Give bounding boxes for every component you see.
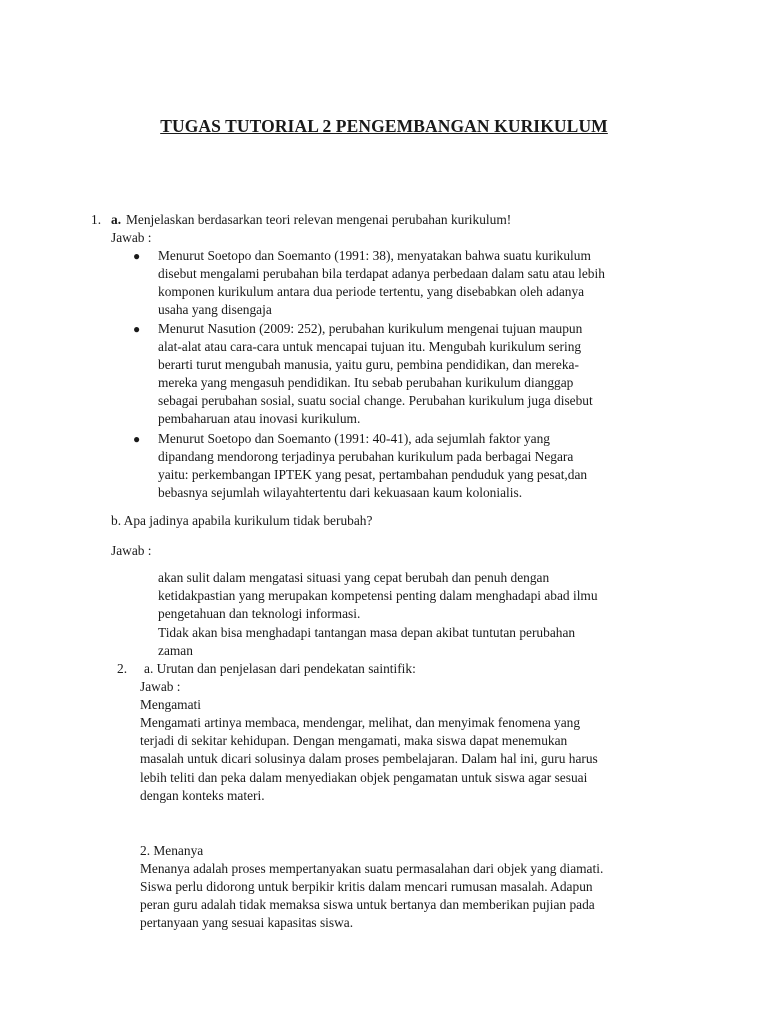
bullet-2-line-1: Menurut Nasution (2009: 252), perubahan kurikulum mengenai tujuan maupun (158, 321, 583, 336)
bullet-1-line-3: komponen kurikulum antara dua periode tertentu, yang disebabkan oleh adanya (158, 284, 585, 299)
q1-b-answer-line-5: zaman (158, 643, 193, 658)
bullet-1-line-4: usaha yang disengaja (158, 302, 272, 317)
q2-a-question: a. Urutan dan penjelasan dari pendekatan saintifik: (144, 661, 416, 676)
q1-b-answer-line-3: pengetahuan dan teknologi informasi. (158, 606, 361, 621)
bullet-1-line-1: Menurut Soetopo dan Soemanto (1991: 38), menyatakan bahwa suatu kurikulum (158, 248, 591, 263)
q1-number: 1. (91, 212, 102, 227)
menanya-line-4: pertanyaan yang sesuai kapasitas siswa. (140, 915, 354, 930)
mengamati-line-3: masalah untuk dicari solusinya dalam proses pembelajaran. Dalam hal ini, guru harus (140, 751, 598, 766)
q1-jawab: Jawab : (111, 230, 152, 245)
mengamati-line-2: terjadi di sekitar kehidupan. Dengan mengamati, maka siswa dapat menemukan (140, 733, 568, 748)
bullet-marker: ● (133, 249, 141, 263)
bullet-3-line-2: dipandang mendorong terjadinya perubahan kurikulum pada berbagai Negara (158, 449, 574, 464)
bullet-2-line-3: berarti turut mengubah manusia, yaitu guru, pembina pendidikan, dan mereka- (158, 357, 579, 372)
menanya-line-1: Menanya adalah proses mempertanyakan suatu permasalahan dari objek yang diamati. (140, 861, 604, 876)
mengamati-line-4: lebih teliti dan peka dalam menyediakan objek pengamatan untuk siswa agar sesuai (140, 770, 588, 785)
q1-a-label: a. (111, 212, 122, 227)
q2-jawab: Jawab : (140, 679, 181, 694)
q1-b-jawab: Jawab : (111, 543, 152, 558)
bullet-1-line-2: disebut mengalami perubahan bila terdapat adanya perbedaan dalam satu atau lebih (158, 266, 605, 281)
q1-a-question: Menjelaskan berdasarkan teori relevan mengenai perubahan kurikulum! (126, 212, 512, 227)
bullet-2-line-5: sebagai perubahan sosial, suatu social change. Perubahan kurikulum juga disebut (158, 393, 593, 408)
document-title: TUGAS TUTORIAL 2 PENGEMBANGAN KURIKULUM (160, 116, 608, 136)
bullet-2-line-4: mereka yang mengasuh pendidikan. Itu sebab perubahan kurikulum dianggap (158, 375, 574, 390)
bullet-2-line-2: alat-alat atau cara-cara untuk mencapai tujuan itu. Mengubah kurikulum sering (158, 339, 582, 354)
bullet-marker: ● (133, 322, 141, 336)
menanya-heading: 2. Menanya (140, 843, 204, 858)
menanya-line-3: peran guru adalah tidak memaksa siswa untuk bertanya dan memberikan pujian pada (140, 897, 595, 912)
menanya-line-2: Siswa perlu didorong untuk berpikir kritis dalam mencari rumusan masalah. Adapun (140, 879, 593, 894)
q1-b-answer-line-1: akan sulit dalam mengatasi situasi yang cepat berubah dan penuh dengan (158, 570, 550, 585)
mengamati-line-1: Mengamati artinya membaca, mendengar, melihat, dan menyimak fenomena yang (140, 715, 581, 730)
bullet-marker: ● (133, 432, 141, 446)
mengamati-heading: Mengamati (140, 697, 201, 712)
bullet-3-line-4: bebasnya sejumlah wilayahtertentu dari kekuasaan kaum kolonialis. (158, 485, 523, 500)
bullet-3-line-1: Menurut Soetopo dan Soemanto (1991: 40-41), ada sejumlah faktor yang (158, 431, 550, 446)
mengamati-line-5: dengan konteks materi. (140, 788, 265, 803)
bullet-2-line-6: pembaharuan atau inovasi kurikulum. (158, 411, 361, 426)
bullet-3-line-3: yaitu: perkembangan IPTEK yang pesat, pertambahan penduduk yang pesat,dan (158, 467, 588, 482)
q1-b-answer-line-4: Tidak akan bisa menghadapi tantangan masa depan akibat tuntutan perubahan (158, 625, 576, 640)
q2-number: 2. (117, 661, 128, 676)
q1-b-answer-line-2: ketidakpastian yang merupakan kompetensi penting dalam menghadapi abad ilmu (158, 588, 598, 603)
q1-b-question: b. Apa jadinya apabila kurikulum tidak berubah? (111, 513, 373, 528)
